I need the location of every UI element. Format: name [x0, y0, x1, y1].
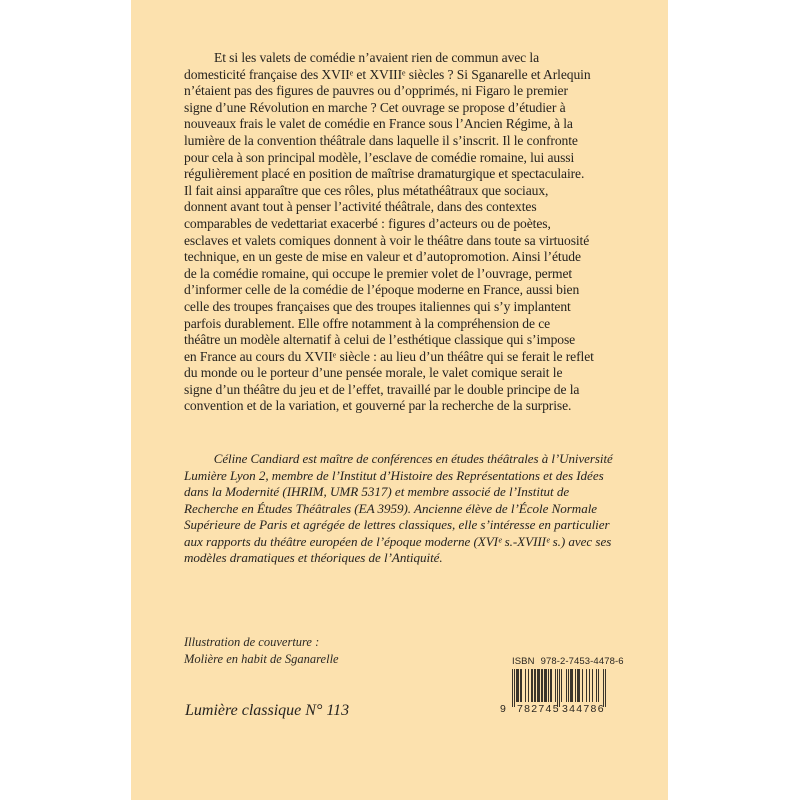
isbn-label: ISBN	[512, 656, 535, 667]
body-paragraph	[184, 50, 613, 415]
barcode	[500, 656, 624, 715]
author-bio	[184, 451, 613, 567]
body-line: technique, en un geste de mise en valeur et d’autopromotion. Ainsi l’étude	[184, 249, 581, 265]
body-line: Il fait ainsi apparaître que ces rôles, plus métathéâtraux que sociaux,	[184, 182, 549, 198]
isbn-text	[512, 656, 624, 667]
body-line: donnent avant tout à penser l’activité théâtrale, dans des contextes	[184, 199, 537, 215]
body-line: celle des troupes françaises que des troupes italiennes qui s’y implantent	[184, 298, 571, 314]
body-line: esclaves et valets comiques donnent à voir le théâtre dans toute sa virtuosité	[184, 232, 590, 248]
body-line: domesticité française des XVIIᵉ et XVIIIᵉ siècles ? Si Sganarelle et Arlequin	[184, 66, 591, 82]
body-line: de la comédie romaine, qui occupe le premier volet de l’ouvrage, permet	[184, 265, 573, 281]
bio-line: Céline Candiard est maître de conférences en études théâtrales à l’Université	[213, 451, 613, 466]
bio-line: Supérieure de Paris et agrégée de lettres classiques, elle s’intéresse en particulier	[184, 517, 610, 532]
cover-credit-line: Molière en habit de Sganarelle	[184, 651, 339, 666]
book-back-cover	[131, 0, 668, 800]
body-line: convention et de la variation, et gouverné par la recherche de la surprise.	[184, 398, 572, 414]
body-line: du monde ou le porteur d’une pensée morale, le valet comique serait le	[184, 365, 563, 381]
body-line: régulièrement placé en position de maîtrise dramaturgique et spectaculaire.	[184, 166, 585, 182]
isbn-number: 978-2-7453-4478-6	[540, 656, 624, 667]
body-line: n’étaient pas des figures de pauvres ou d’opprimés, ni Figaro le premier	[184, 83, 568, 99]
bio-line: aux rapports du théâtre européen de l’époque moderne (XVIᵉ s.-XVIIIᵉ s.) avec ses	[184, 533, 612, 549]
body-line: lumière de la convention théâtrale dans laquelle il s’inscrit. Il le confronte	[184, 132, 578, 148]
bio-line: dans la Modernité (IHRIM, UMR 5317) et membre associé de l’Institut de	[184, 484, 570, 499]
barcode-left-group: 782745	[517, 703, 560, 715]
barcode-right-group: 344786	[562, 703, 605, 715]
cover-credit	[184, 634, 339, 667]
body-line: en France au cours du XVIIᵉ siècle : au lieu d’un théâtre qui se ferait le reflet	[184, 348, 594, 364]
body-line: comparables de vedettariat exacerbé : figures d’acteurs ou de poètes,	[184, 215, 551, 231]
body-line: théâtre un modèle alternatif à celui de l’esthétique classique qui s’impose	[184, 332, 576, 348]
collection-label: Lumière classique N° 113	[185, 702, 350, 719]
body-line: pour cela à son principal modèle, l’esclave de comédie romaine, lui aussi	[184, 149, 575, 165]
barcode-digits	[500, 703, 606, 715]
body-line: signe d’un théâtre du jeu et de l’effet, travaillé par le double principe de la	[184, 381, 580, 397]
body-line: nouveaux frais le valet de comédie en France sous l’Ancien Régime, à la	[184, 116, 573, 132]
barcode-bars-icon	[512, 669, 606, 702]
body-line: d’informer celle de la comédie de l’époque moderne en France, aussi bien	[184, 282, 580, 298]
body-line: signe d’une Révolution en marche ? Cet ouvrage se propose d’étudier à	[184, 99, 566, 115]
body-line: Et si les valets de comédie n’avaient rien de commun avec la	[214, 50, 540, 65]
body-line: parfois durablement. Elle offre notamment à la compréhension de ce	[184, 315, 551, 331]
bio-line: Lumière Lyon 2, membre de l’Institut d’Histoire des Représentations et des Idées	[184, 467, 604, 483]
cover-credit-line: Illustration de couverture :	[184, 635, 320, 649]
bio-line: Recherche en Études Théâtrales (EA 3959). Ancienne élève de l’École Normale	[184, 500, 598, 516]
bio-line: modèles dramatiques et théoriques de l’Antiquité.	[184, 550, 443, 565]
barcode-first-digit: 9	[500, 703, 506, 715]
